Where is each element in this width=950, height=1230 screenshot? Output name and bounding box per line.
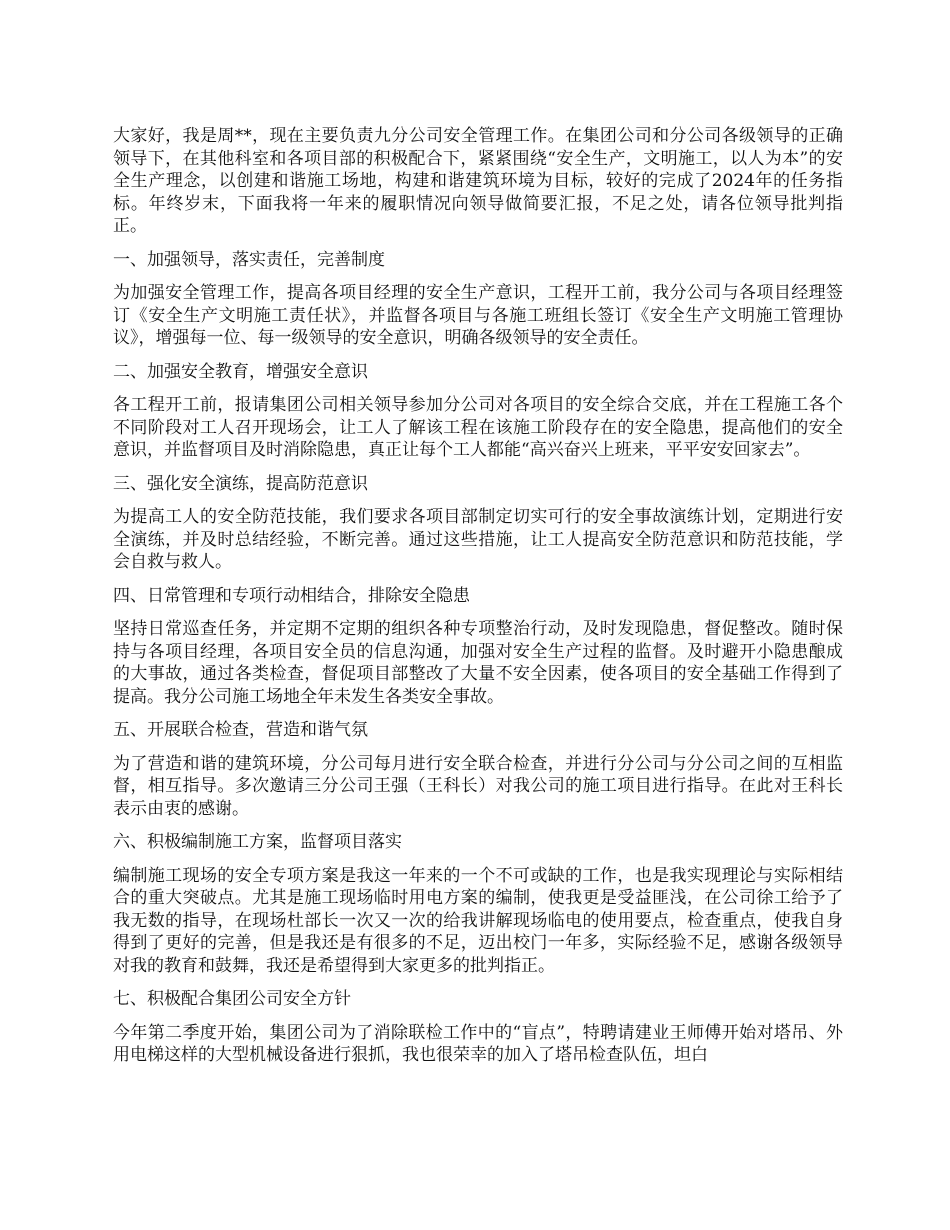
- section-paragraph-5: 为了营造和谐的建筑环境，分公司每月进行安全联合检查，并进行分公司与分公司之间的互相监督，相互指导。多次邀请三分公司王强（王科长）对我公司的施工项目进行指导。在此对王科长表示由衷的感谢。: [113, 753, 843, 819]
- section-paragraph-6: 编制施工现场的安全专项方案是我这一年来的一个不可或缺的工作，也是我实现理论与实际相结合的重大突破点。尤其是施工现场临时用电方案的编制，使我更是受益匪浅，在公司徐工给予了我无数的指导，在现场杜部长一次又一次的给我讲解现场临电的使用要点，检查重点，使我自身得到了更好的完善，但是我还是有很多的不足，迈出校门一年多，实际经验不足，感谢各级领导对我的教育和鼓舞，我还是希望得到大家更多的批判指正。: [113, 865, 843, 976]
- section-heading-2: 二、加强安全教育，增强安全意识: [113, 361, 368, 382]
- section-paragraph-4: 坚持日常巡查任务，并定期不定期的组织各种专项整治行动，及时发现隐患，督促整改。随时保持与各项目经理，各项目安全员的信息沟通，加强对安全生产过程的监督。及时避开小隐患酿成的大事故，通过各类检查，督促项目部整改了大量不安全因素，使各项目的安全基础工作得到了提高。我分公司施工场地全年未发生各类安全事故。: [113, 619, 843, 707]
- section-heading-3: 三、强化安全演练，提高防范意识: [113, 473, 368, 494]
- section-paragraph-7: 今年第二季度开始，集团公司为了消除联检工作中的“盲点”，特聘请建业王师傅开始对塔吊、外用电梯这样的大型机械设备进行狠抓，我也很荣幸的加入了塔吊检查队伍，坦白: [113, 1022, 843, 1065]
- intro-paragraph: 大家好，我是周**，现在主要负责九分公司安全管理工作。在集团公司和分公司各级领导的正确领导下，在其他科室和各项目部的积极配合下，紧紧围绕“安全生产，文明施工，以人为本”的安全生产理念，以创建和谐施工场地，构建和谐建筑环境为目标，较好的完成了2024年的任务指标。年终岁末，下面我将一年来的履职情况向领导做简要汇报，不足之处，请各位领导批判指正。: [113, 126, 843, 236]
- section-heading-6: 六、积极编制施工方案，监督项目落实: [113, 832, 402, 852]
- section-paragraph-1: 为加强安全管理工作，提高各项目经理的安全生产意识，工程开工前，我分公司与各项目经理签订《安全生产文明施工责任状》，并监督各项目与各施工班组长签订《安全生产文明施工管理协议》，增强每一位、每一级领导的安全意识，明确各级领导的安全责任。: [113, 283, 843, 348]
- section-paragraph-3: 为提高工人的安全防范技能，我们要求各项目部制定切实可行的安全事故演练计划，定期进行安全演练，并及时总结经验，不断完善。通过这些措施，让工人提高安全防范意识和防范技能，学会自救与救人。: [113, 507, 843, 572]
- section-heading-1: 一、加强领导，落实责任，完善制度: [113, 249, 385, 270]
- section-heading-4: 四、日常管理和专项行动相结合，排除安全隐患: [113, 585, 470, 606]
- document-body: [113, 125, 843, 1078]
- section-heading-7: 七、积极配合集团公司安全方针: [113, 989, 351, 1009]
- section-heading-5: 五、开展联合检查，营造和谐气氛: [113, 720, 368, 740]
- section-paragraph-2: 各工程开工前，报请集团公司相关领导参加分公司对各项目的安全综合交底，并在工程施工各个不同阶段对工人召开现场会，让工人了解该工程在该施工阶段存在的安全隐患，提高他们的安全意识，并监督项目及时消除隐患，真正让每个工人都能“高兴奋兴上班来，平平安安回家去”。: [113, 395, 843, 460]
